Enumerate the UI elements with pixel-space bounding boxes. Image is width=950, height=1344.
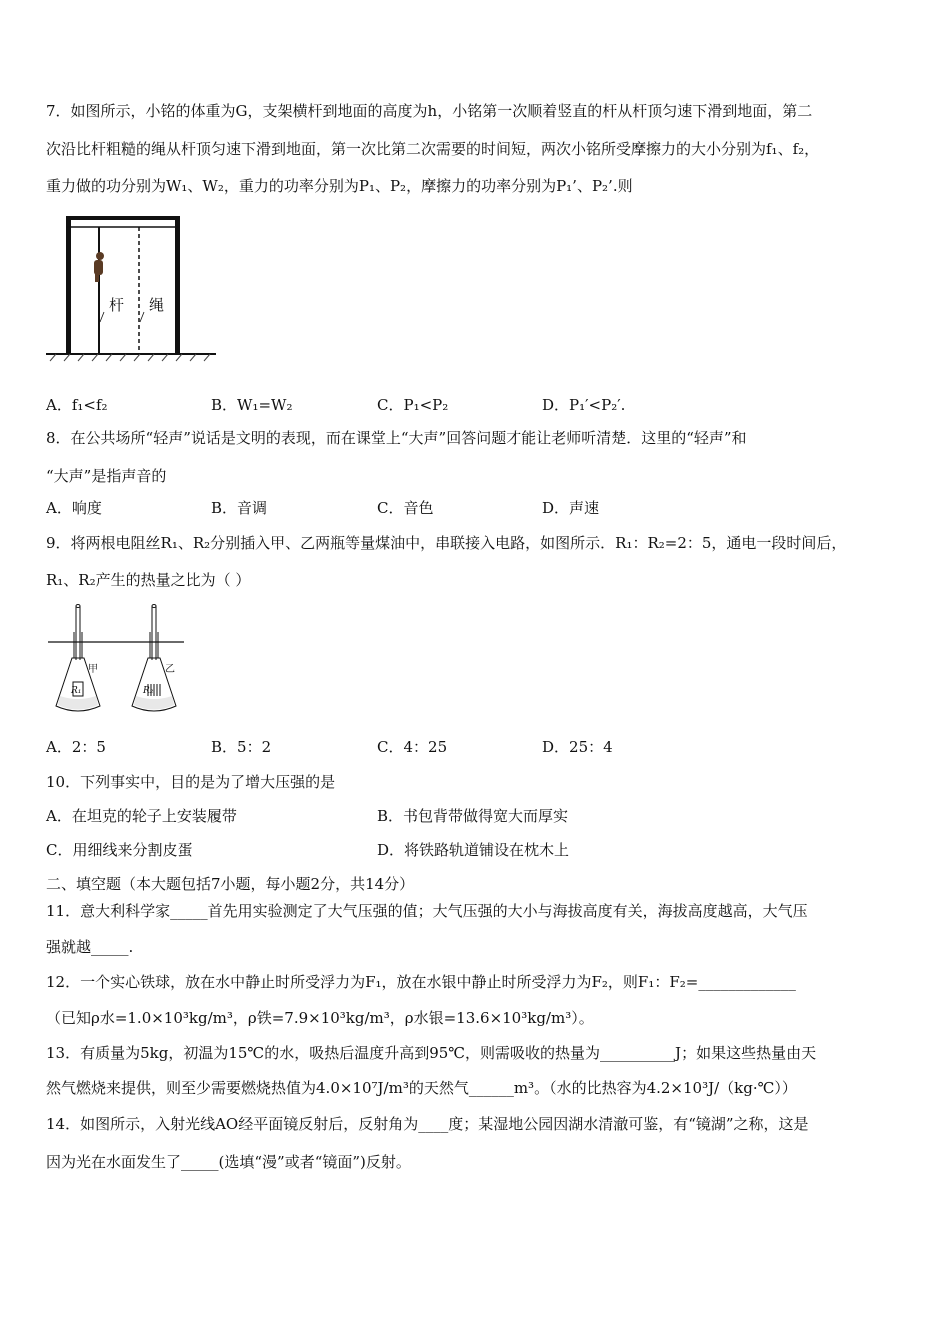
- pole-label: 杆: [109, 296, 125, 314]
- q9-option-a: A．2：5: [46, 738, 106, 756]
- q7-option-b: B．W₁=W₂: [211, 396, 293, 414]
- q9-option-b: B．5：2: [211, 738, 272, 756]
- q10-option-a: A．在坦克的轮子上安装履带: [46, 807, 237, 825]
- q7-option-d: D．P₁′<P₂′.: [542, 396, 626, 414]
- r1-label: R₁: [71, 686, 82, 696]
- rope-label: 绳: [149, 296, 165, 314]
- q14-line-2: 因为光在水面发生了_____(选填“漫”或者“镜面”)反射。: [46, 1153, 411, 1171]
- q10-option-b: B．书包背带做得宽大而厚实: [377, 807, 569, 825]
- q13-line-2: 然气燃烧来提供，则至少需要燃烧热值为4.0×10⁷J/m³的天然气______m³。（水的比热容为4.2×10³J/（kg·℃））: [46, 1079, 797, 1097]
- section-2-heading: 二、填空题（本大题包括7小题，每小题2分，共14分）: [46, 875, 415, 893]
- q7-line-2: 次沿比杆粗糙的绳从杆顶匀速下滑到地面，第一次比第二次需要的时间短，两次小铭所受摩擦力的大小分别为f₁、f₂，: [46, 140, 820, 158]
- q8-line-1: 8．在公共场所“轻声”说话是文明的表现，而在课堂上“大声”回答问题才能让老师听清楚．这里的“轻声”和: [46, 429, 747, 447]
- q9-line-1: 9．将两根电阻丝R₁、R₂分别插入甲、乙两瓶等量煤油中，串联接入电路，如图所示．R₁：R₂=2：5，通电一段时间后，: [46, 534, 847, 552]
- q11-line-1: 11．意大利科学家_____首先用实验测定了大气压强的值；大气压强的大小与海拔高度有关，海拔高度越高，大气压: [46, 902, 808, 920]
- q8-option-a: A．响度: [46, 499, 102, 517]
- q11-line-2: 强就越_____.: [46, 938, 134, 956]
- q8-line-2: “大声”是指声音的: [46, 467, 167, 485]
- q7-pole-rope-figure: [44, 214, 219, 364]
- q12-line-2: （已知ρ水=1.0×10³kg/m³，ρ铁=7.9×10³kg/m³，ρ水银=13.6×10³kg/m³）。: [46, 1009, 594, 1027]
- flask-yi: [132, 605, 176, 712]
- q7-option-a: A．f₁<f₂: [46, 396, 108, 414]
- q8-option-b: B．音调: [211, 499, 268, 517]
- q9-flasks-figure: [44, 602, 189, 720]
- q9-line-2: R₁、R₂产生的热量之比为（ ）: [46, 571, 251, 589]
- q10-option-d: D．将铁路轨道铺设在枕木上: [377, 841, 570, 859]
- q9-option-d: D．25：4: [542, 738, 613, 756]
- q14-line-1: 14．如图所示，入射光线AO经平面镜反射后，反射角为____度；某湿地公园因湖水清澈可鉴，有“镜湖”之称，这是: [46, 1115, 809, 1133]
- q10-line-1: 10．下列事实中，目的是为了增大压强的是: [46, 773, 336, 791]
- q7-option-c: C．P₁<P₂: [377, 396, 449, 414]
- q9-option-c: C．4：25: [377, 738, 448, 756]
- q10-option-c: C．用细线来分割皮蛋: [46, 841, 193, 859]
- q7-line-1: 7．如图所示，小铭的体重为G，支架横杆到地面的高度为h，小铭第一次顺着竖直的杆从杆顶匀速下滑到地面，第二: [46, 102, 813, 120]
- flask-jia-label: 甲: [88, 664, 98, 675]
- q7-line-3: 重力做的功分别为W₁、W₂，重力的功率分别为P₁、P₂，摩擦力的功率分别为P₁’、P₂’.则: [46, 177, 633, 195]
- r2-label: R₂: [143, 686, 154, 696]
- flask-yi-label: 乙: [165, 664, 175, 675]
- q12-line-1: 12．一个实心铁球，放在水中静止时所受浮力为F₁，放在水银中静止时所受浮力为F₂，则F₁：F₂=_____________: [46, 973, 796, 991]
- boy-climber: [94, 252, 104, 282]
- q8-option-c: C．音色: [377, 499, 434, 517]
- q13-line-1: 13．有质量为5kg，初温为15℃的水，吸热后温度升高到95℃，则需吸收的热量为__________J；如果这些热量由天: [46, 1044, 817, 1062]
- q8-option-d: D．声速: [542, 499, 600, 517]
